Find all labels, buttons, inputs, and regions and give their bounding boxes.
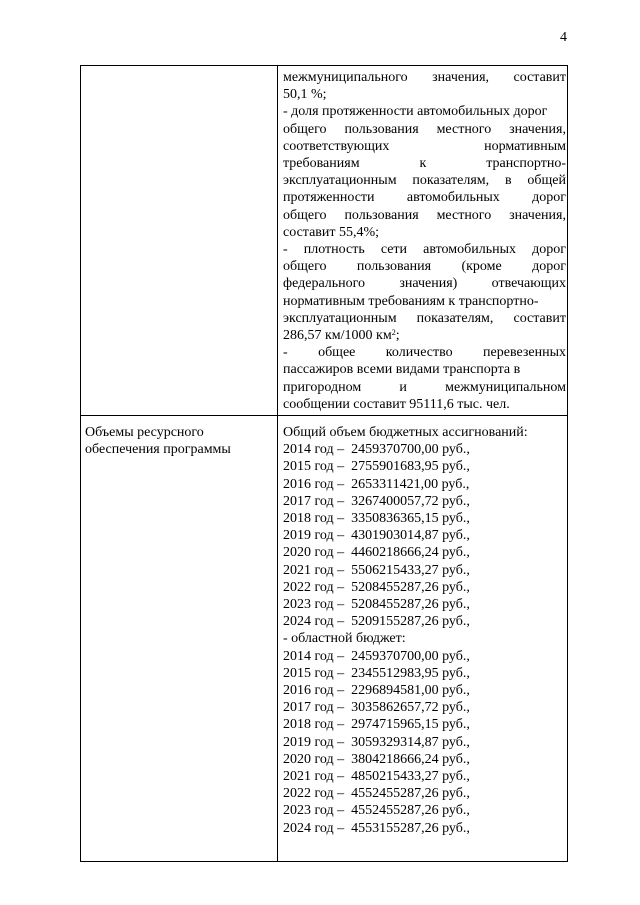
- row-divider: [81, 415, 567, 416]
- funding-row: 2024 год – 5209155287,26 руб.,: [283, 614, 470, 630]
- funding-row: 2017 год – 3267400057,72 руб.,: [283, 493, 470, 509]
- text-line: общего пользования местного значения,: [283, 207, 566, 223]
- text-line: межмуниципального значения, составит: [283, 70, 566, 85]
- page-number: 4: [560, 30, 567, 45]
- text-line: протяженности автомобильных дорог: [283, 190, 566, 206]
- funding-row: 2024 год – 4553155287,26 руб.,: [283, 820, 470, 836]
- text-line: общего пользования местного значения,: [283, 121, 566, 137]
- text-line: требованиям к транспортно-: [283, 156, 566, 172]
- regional-heading: - областной бюджет:: [283, 631, 406, 647]
- text-line: эксплуатационным показателям, составит: [283, 310, 566, 326]
- superscript: 2: [391, 328, 396, 338]
- text-line: - доля протяженности автомобильных дорог: [283, 104, 548, 120]
- funding-row: 2018 год – 2974715965,15 руб.,: [283, 717, 470, 733]
- funding-row: 2021 год – 5506215433,27 руб.,: [283, 562, 470, 578]
- funding-row: 2018 год – 3350836365,15 руб.,: [283, 511, 470, 527]
- text-line: сообщении составит 95111,6 тыс. чел.: [283, 396, 510, 412]
- text-line: эксплуатационным показателям, в общей: [283, 173, 566, 189]
- funding-row: 2014 год – 2459370700,00 руб.,: [283, 648, 470, 664]
- text-line: - плотность сети автомобильных дорог: [283, 242, 566, 258]
- text-line: федерального значения) отвечающих: [283, 276, 566, 292]
- funding-row: 2016 год – 2296894581,00 руб.,: [283, 683, 470, 699]
- text-line: соответствующих нормативным: [283, 138, 566, 154]
- funding-row: 2019 год – 3059329314,87 руб.,: [283, 734, 470, 750]
- funding-row: 2015 год – 2755901683,95 руб.,: [283, 459, 470, 475]
- text-line: составит 55,4%;: [283, 224, 380, 240]
- text-line: - общее количество перевезенных: [283, 345, 566, 361]
- funding-row: 2022 год – 4552455287,26 руб.,: [283, 786, 470, 802]
- funding-row: 2020 год – 4460218666,24 руб.,: [283, 545, 470, 561]
- text-line: общего пользования (кроме дорог: [283, 259, 566, 275]
- total-heading: Общий объем бюджетных ассигнований:: [283, 425, 528, 440]
- funding-cell: [283, 424, 566, 837]
- indicators-cell: [283, 69, 566, 413]
- text-line: 50,1 %;: [283, 87, 327, 103]
- regional-funding-list: [283, 648, 566, 837]
- resource-label-cell: Объемы ресурсного обеспечения программы: [85, 425, 231, 458]
- text-line: 286,57 км/1000 $км^2$;: [283, 328, 400, 344]
- funding-row: 2016 год – 2653311421,00 руб.,: [283, 476, 470, 492]
- funding-row: 2023 год – 5208455287,26 руб.,: [283, 597, 470, 613]
- funding-row: 2015 год – 2345512983,95 руб.,: [283, 665, 470, 681]
- column-divider: [277, 66, 278, 861]
- funding-row: 2020 год – 3804218666,24 руб.,: [283, 751, 470, 767]
- funding-row: 2017 год – 3035862657,72 руб.,: [283, 700, 470, 716]
- funding-row: 2023 год – 4552455287,26 руб.,: [283, 803, 470, 819]
- text-line: пригородном и межмуниципальном: [283, 379, 566, 395]
- program-passport-table: [80, 65, 568, 862]
- funding-row: 2021 год – 4850215433,27 руб.,: [283, 769, 470, 785]
- funding-row: 2022 год – 5208455287,26 руб.,: [283, 579, 470, 595]
- text-line: нормативным требованиям к транспортно-: [283, 293, 539, 309]
- funding-row: 2014 год – 2459370700,00 руб.,: [283, 442, 470, 458]
- funding-row: 2019 год – 4301903014,87 руб.,: [283, 528, 470, 544]
- total-funding-list: [283, 441, 566, 630]
- text-line: пассажиров всеми видами транспорта в: [283, 362, 521, 378]
